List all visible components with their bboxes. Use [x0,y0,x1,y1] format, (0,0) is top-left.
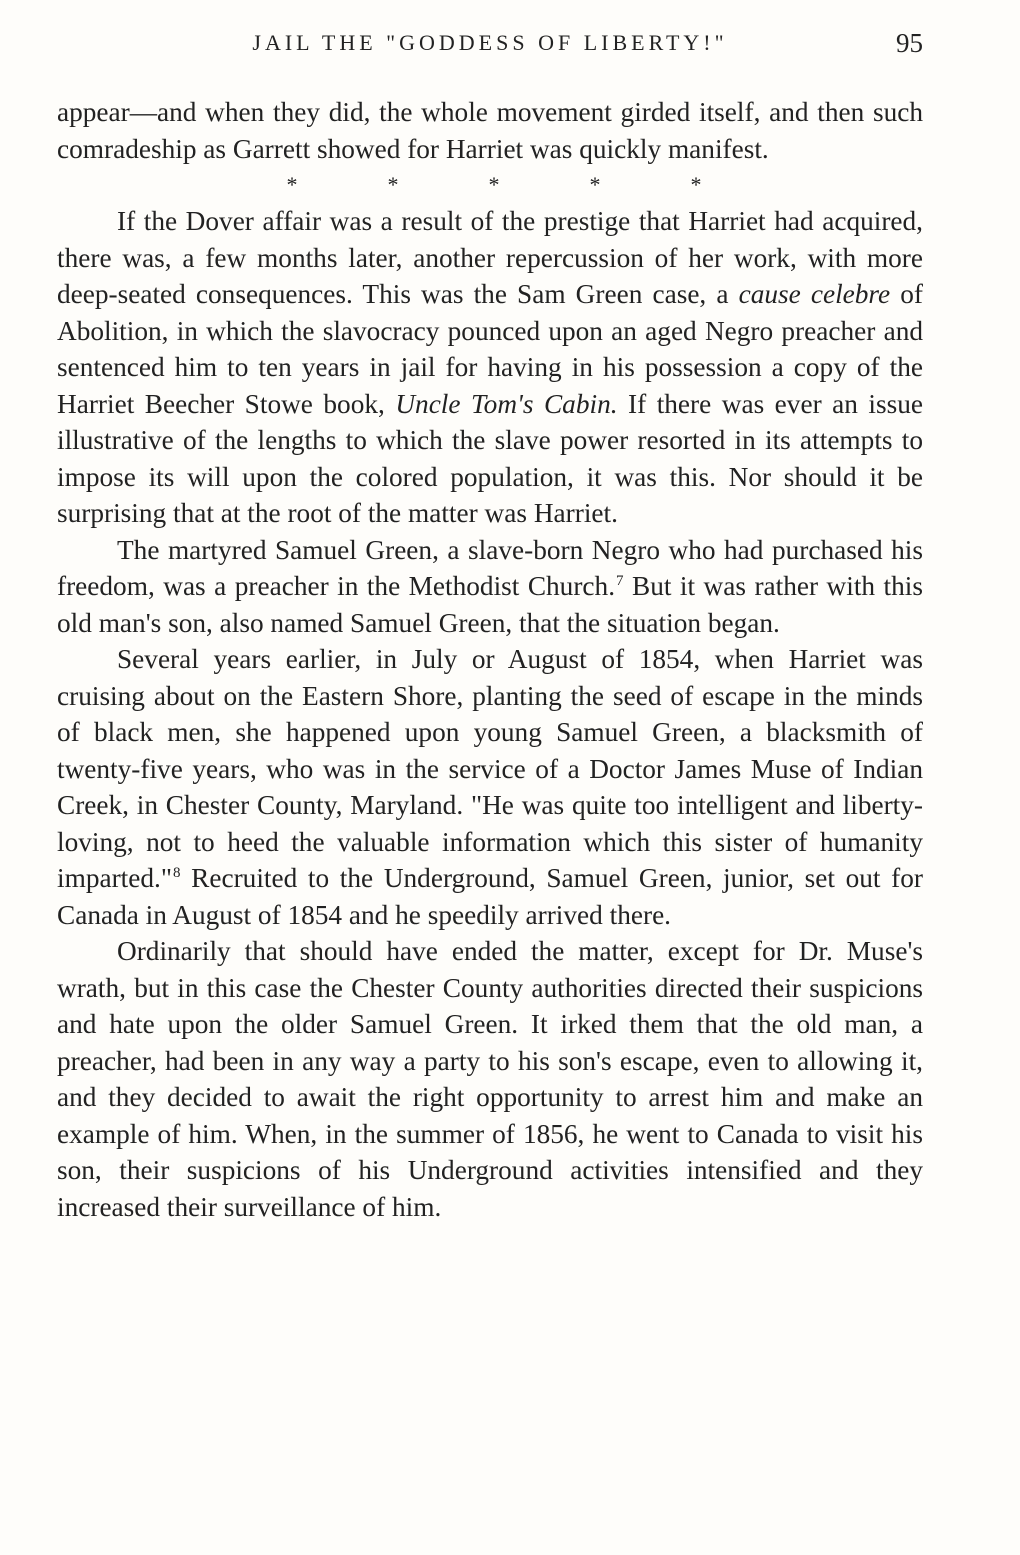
footnote-marker: 8 [173,865,181,881]
text-run: But it was rather with this old man's son, also named Samuel Green, that the situation began. [57,571,923,638]
asterisk: * [488,172,500,197]
page-number: 95 [896,28,923,58]
body-text [57,94,923,1225]
text-run: Several years earlier, in July or August of 1854, when Harriet was cruising about on the Eastern Shore, planting the seed of escape in the minds of black men, she happened upon young Samuel Green, a blacksmith of twenty-five years, who was in the service of a Doctor James Muse of Indian Creek, in Chester County, Maryland. "He was quite too intelligent and liberty-loving, not to heed the valuable information which this sister of humanity imparted." [57,644,923,893]
footnote-marker: 7 [616,573,624,589]
asterisk: * [589,172,601,197]
text-run: of Abolition, in which the slavocracy pounced upon an aged Negro preacher and sentenced him to ten years in jail for having in his possession a copy of the Harriet Beecher Stowe book, [57,279,923,419]
asterisk: * [387,172,399,197]
text-run: The martyred Samuel Green, a slave-born Negro who had purchased his freedom, was a preacher in the Methodist Church. [57,534,923,601]
text-run: Recruited to the Underground, Samuel Green, junior, set out for Canada in August of 1854 and he speedily arrived there. [57,863,923,930]
book-title: Uncle Tom's Cabin. [395,388,618,419]
paragraph-several-years [57,641,923,933]
paragraph-dover-affair [57,203,923,532]
paragraph-ordinarily: Ordinarily that should have ended the matter, except for Dr. Muse's wrath, but in this case the Chester County authorities directed their suspicions and hate upon the older Samuel Green. It irked them that the old man, a preacher, had been in any way a party to his son's escape, even to allowing it, and they decided to await the right opportunity to arrest him and make an example of him. When, in the summer of 1856, he went to Canada to visit his son, their suspicions of his Underground activities intensified and they increased their surveillance of him. [57,936,923,1222]
asterisk: * [690,172,702,197]
italic-term: cause celebre [738,279,891,309]
running-header [57,28,923,72]
asterisk: * [286,172,298,197]
running-title: JAIL THE "GODDESS OF LIBERTY!" [252,30,728,55]
book-page [57,28,923,1508]
paragraph-continued: appear—and when they did, the whole movement girded itself, and then such comradeship as Garrett showed for Harriet was quickly manifest. [57,97,923,164]
section-separator [57,167,923,203]
text-run: If there was ever an issue illustrative of the lengths to which the slave power resorted in its attempts to impose its will upon the colored population, it was this. Nor should it be surprising that at the root of the matter was Harriet. [57,388,923,528]
paragraph-samuel-green [57,532,923,642]
text-run: If the Dover affair was a result of the prestige that Harriet had acquired, there was, a few months later, another repercussion of her work, with more deep-seated consequences. This was the Sam Green case, a [57,206,923,309]
